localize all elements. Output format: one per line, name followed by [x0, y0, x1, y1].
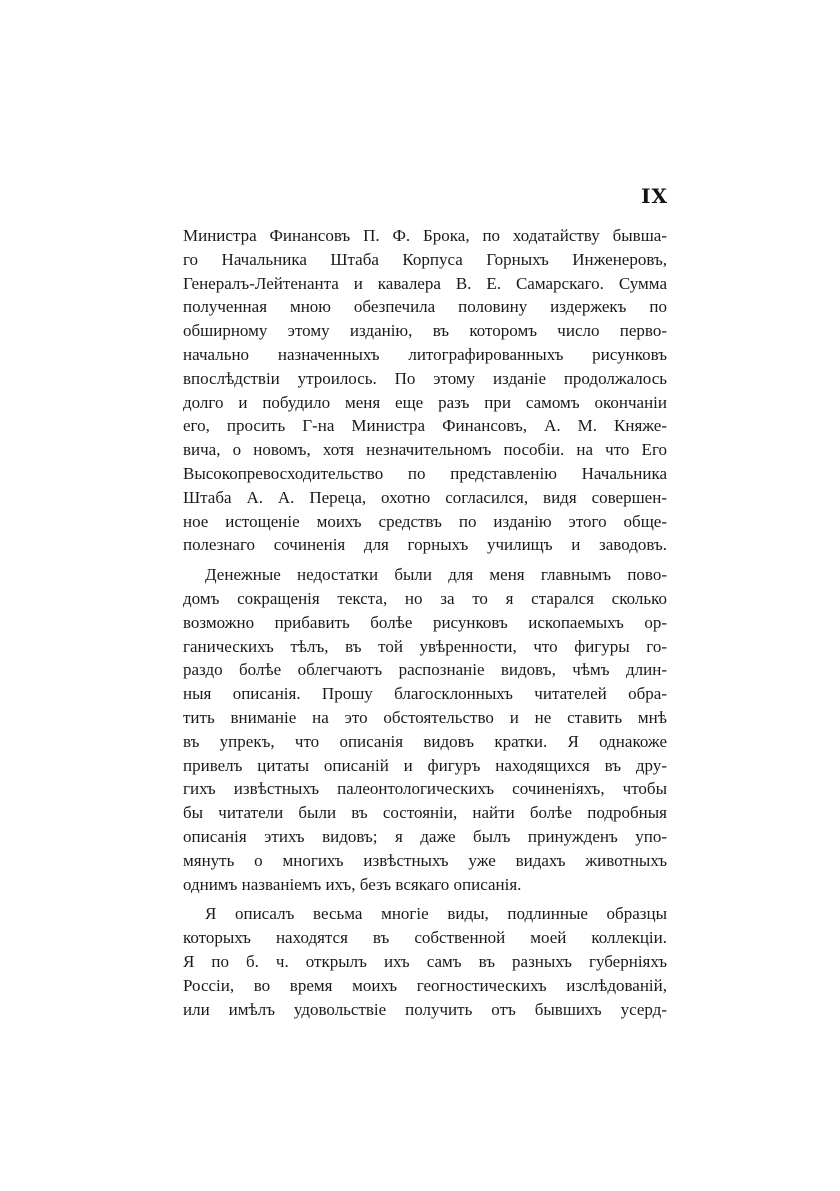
text-line: въ упрекъ, что описанія видовъ кратки. Я однакоже — [183, 731, 667, 751]
text-line: которыхъ находятся въ собственной моей коллекціи. — [183, 928, 667, 948]
text-line: Я по б. ч. открылъ ихъ самъ въ разныхъ губерніяхъ — [183, 951, 667, 971]
paragraph-2 — [183, 563, 667, 896]
text-line: гихъ извѣстныхъ палеонтологическихъ сочиненіяхъ, чтобы — [183, 779, 667, 799]
text-line: обширному этому изданію, въ которомъ число перво- — [183, 321, 667, 341]
text-line: домъ сокращенія текста, но за то я старался сколько — [183, 588, 667, 608]
text-line: Штаба А. А. Перецa, охотно согласился, видя совершен- — [183, 487, 667, 507]
text-line: возможно прибавить болѣе рисунковъ ископаемыхъ ор- — [183, 612, 667, 632]
text-line: ганическихъ тѣлъ, въ той увѣренности, что фигуры го- — [183, 636, 667, 656]
page-number: IX — [641, 184, 668, 208]
text-line: Я описалъ весьма многіе виды, подлинные образцы — [205, 904, 667, 924]
text-line: го Начальника Штаба Корпуса Горныхъ Инженеровъ, — [183, 249, 667, 269]
text-line: мянуть о многихъ извѣстныхъ уже видахъ животныхъ — [183, 850, 667, 870]
text-line: начально назначенныхъ литографированныхъ рисунковъ — [183, 344, 667, 364]
text-line: Министра Финансовъ П. Ф. Брока, по ходатайству бывша- — [183, 226, 667, 245]
text-line: вича, о новомъ, хотя незначительномъ пособіи. на что Его — [183, 440, 667, 460]
text-line: Генералъ-Лейтенанта и кавалера В. Е. Самарскаго. Сумма — [183, 273, 667, 293]
paragraph-3 — [183, 902, 667, 1021]
text-line: или имѣлъ удовольствіе получить отъ бывшихъ усерд- — [183, 999, 667, 1019]
text-line: впослѣдствіи утроилось. По этому изданіе продолжалось — [183, 368, 667, 388]
text-line: Высокопревосходительство по представленію Начальника — [183, 463, 667, 483]
text-line: полученная мною обезпечила половину издержекъ по — [183, 297, 667, 317]
text-line: Россіи, во время моихъ геогностическихъ изслѣдованій, — [183, 975, 667, 995]
text-line: тить вниманіе на это обстоятельство и не ставить мнѣ — [183, 707, 667, 727]
text-line: бы читатели были въ состояніи, найти болѣе подробныя — [183, 803, 667, 823]
text-line: однимъ названіемъ ихъ, безъ всякаго описанія. — [183, 874, 522, 894]
text-line: ныя описанія. Прошу благосклонныхъ читателей обра- — [183, 684, 667, 704]
text-line: раздо болѣе облегчаютъ распознаніе видовъ, чѣмъ длин- — [183, 660, 667, 680]
text-line: полезнаго сочиненія для горныхъ училищъ и заводовъ. — [183, 535, 667, 555]
text-line: долго и побудило меня еще разъ при самомъ окончаніи — [183, 392, 667, 412]
text-line: его, просить Г-на Министра Финансовъ, А. М. Княже- — [183, 416, 667, 436]
text-line: привелъ цитаты описаній и фигуръ находящихся въ дру- — [183, 755, 667, 775]
paragraph-1 — [183, 224, 667, 557]
text-line: ное истощеніе моихъ средствъ по изданію этого обще- — [183, 511, 667, 531]
body-text — [183, 224, 667, 1021]
text-line: Денежные недостатки были для меня главнымъ пово- — [205, 565, 667, 585]
text-line: описанія этихъ видовъ; я даже былъ принужденъ упо- — [183, 826, 667, 846]
